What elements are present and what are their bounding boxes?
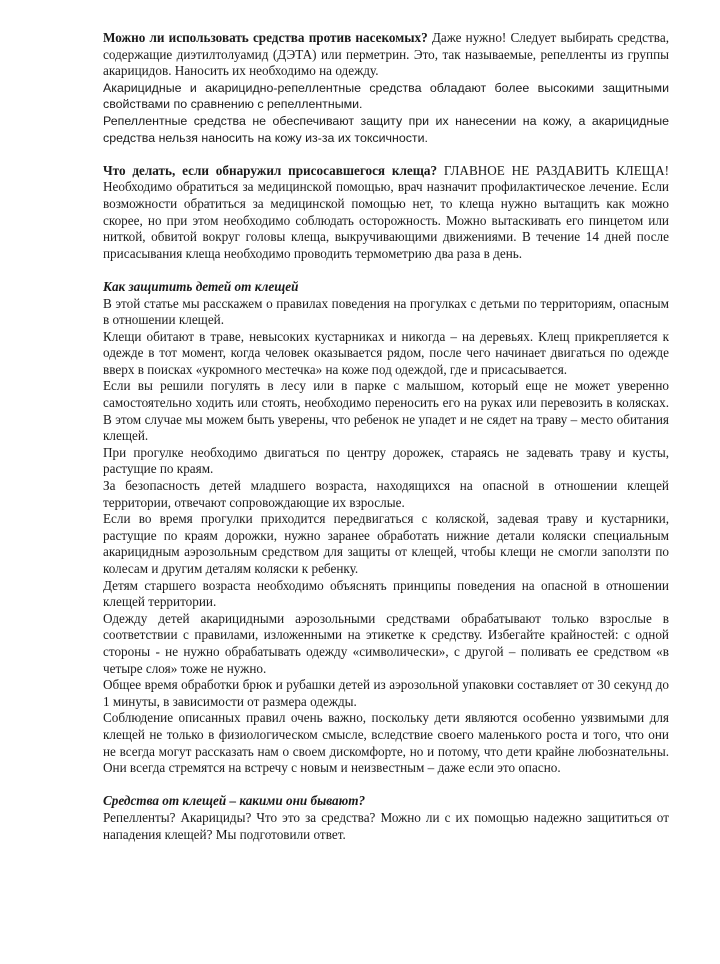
section-insect-repellents	[103, 30, 669, 80]
section-heading: Как защитить детей от клещей	[103, 278, 299, 294]
paragraph: Если вы решили погулять в лесу или в парке с малышом, который еще не может уверенно самостоятельно ходить или стоять, необходимо переносить его на руках или перевозить в колясках. В этом случае мы можем быть уверены, что ребенок не упадет и не сядет на траву – место обитания клещей.	[103, 378, 669, 444]
paragraph: Если во время прогулки приходится передвигаться с коляской, задевая траву и кустарники, растущие по краям дорожки, нужно заранее обработать нижние детали коляски специальным акарицидным аэрозольным средством для защиты от клещей, чтобы клещи не смогли заползти по колесам и другим деталям коляски к ребенку.	[103, 511, 669, 576]
paragraph: Репелленты? Акарициды? Что это за средства? Можно ли с их помощью надежно защититься от нападения клещей? Мы подготовили ответ.	[103, 809, 669, 842]
paragraph: Одежду детей акарицидными аэрозольными средствами обрабатывают только взрослые в соответствии с правилами, изложенными на этикетке к средству. Избегайте крайностей: с одной стороны - не нужно обрабатывать одежду «символически», с другой – поливать ее средством «в четыре слоя» тоже не нужно.	[103, 610, 669, 676]
document-page	[103, 30, 669, 843]
paragraph: Общее время обработки брюк и рубашки детей из аэрозольной упаковки составляет от 30 секунд до 1 минуты, в зависимости от размера одежды.	[103, 677, 669, 709]
paragraph-gap	[103, 262, 669, 279]
paragraph-gap	[103, 777, 669, 794]
paragraph: В этой статье мы расскажем о правилах поведения на прогулках с детьми по территориям, опасным в отношении клещей.	[103, 295, 669, 328]
paragraph: Соблюдение описанных правил очень важно, поскольку дети являются особенно уязвимыми для клещей не только в физиологическом смысле, вследствие своего маленького роста и того, что они не всегда могут рассказать нам о своем дискомфорте, но и потому, что дети крайне любознательны. Они всегда стремятся на встречу с новым и неизвестным – даже если это опасно.	[103, 710, 669, 776]
section-heading: Средства от клещей – какими они бывают?	[103, 793, 366, 809]
answer-text: ГЛАВНОЕ НЕ РАЗДАВИТЬ КЛЕЩА! Необходимо обратиться за медицинской помощью, врач назначит профилактическое лечение. Если возможности обратиться за медицинской помощью нет, то клеща нужно вытащить как можно скорее, но при этом необходимо соблюдать осторожность. Можно вытаскивать его пинцетом или ниткой, обвитой вокруг головы клеща, выкручивающими движениями. В течение 14 дней после присасывания клеща необходимо проводить термометрию два раза в день.	[103, 162, 669, 261]
paragraph: За безопасность детей младшего возраста, находящихся на опасной в отношении клещей территории, отвечают сопровождающие их взрослые.	[103, 478, 669, 510]
paragraph: Репеллентные средства не обеспечивают защиту при их нанесении на кожу, а акарицидные средства нельзя наносить на кожу из-за их токсичности.	[103, 113, 669, 145]
paragraph: Акарицидные и акарицидно-репеллентные средства обладают более высокими защитными свойствами по сравнению с репеллентными.	[103, 80, 669, 112]
question-heading: Что делать, если обнаружил присосавшегося клеща?	[103, 162, 438, 178]
paragraph-gap	[103, 146, 669, 163]
section-tick-attached	[103, 163, 669, 263]
question-heading: Можно ли использовать средства против насекомых?	[103, 30, 428, 45]
paragraph: Клещи обитают в траве, невысоких кустарниках и никогда – на деревьях. Клещ прикрепляется к одежде в тот момент, когда человек оказывается рядом, после чего начинает двигаться по одежде вверх в поисках «укромного местечка» на коже под одеждой, где и присасывается.	[103, 328, 669, 377]
answer-text: Даже нужно! Следует выбирать средства, содержащие диэтилтолуамид (ДЭТА) или перметрин. Это, так называемые, репелленты из группы акарицидов. Наносить их необходимо на одежду.	[103, 30, 669, 79]
paragraph: Детям старшего возраста необходимо объяснять принципы поведения на опасной в отношении клещей территории.	[103, 577, 669, 610]
paragraph: При прогулке необходимо двигаться по центру дорожек, стараясь не задевать траву и кусты, растущие по краям.	[103, 444, 669, 477]
